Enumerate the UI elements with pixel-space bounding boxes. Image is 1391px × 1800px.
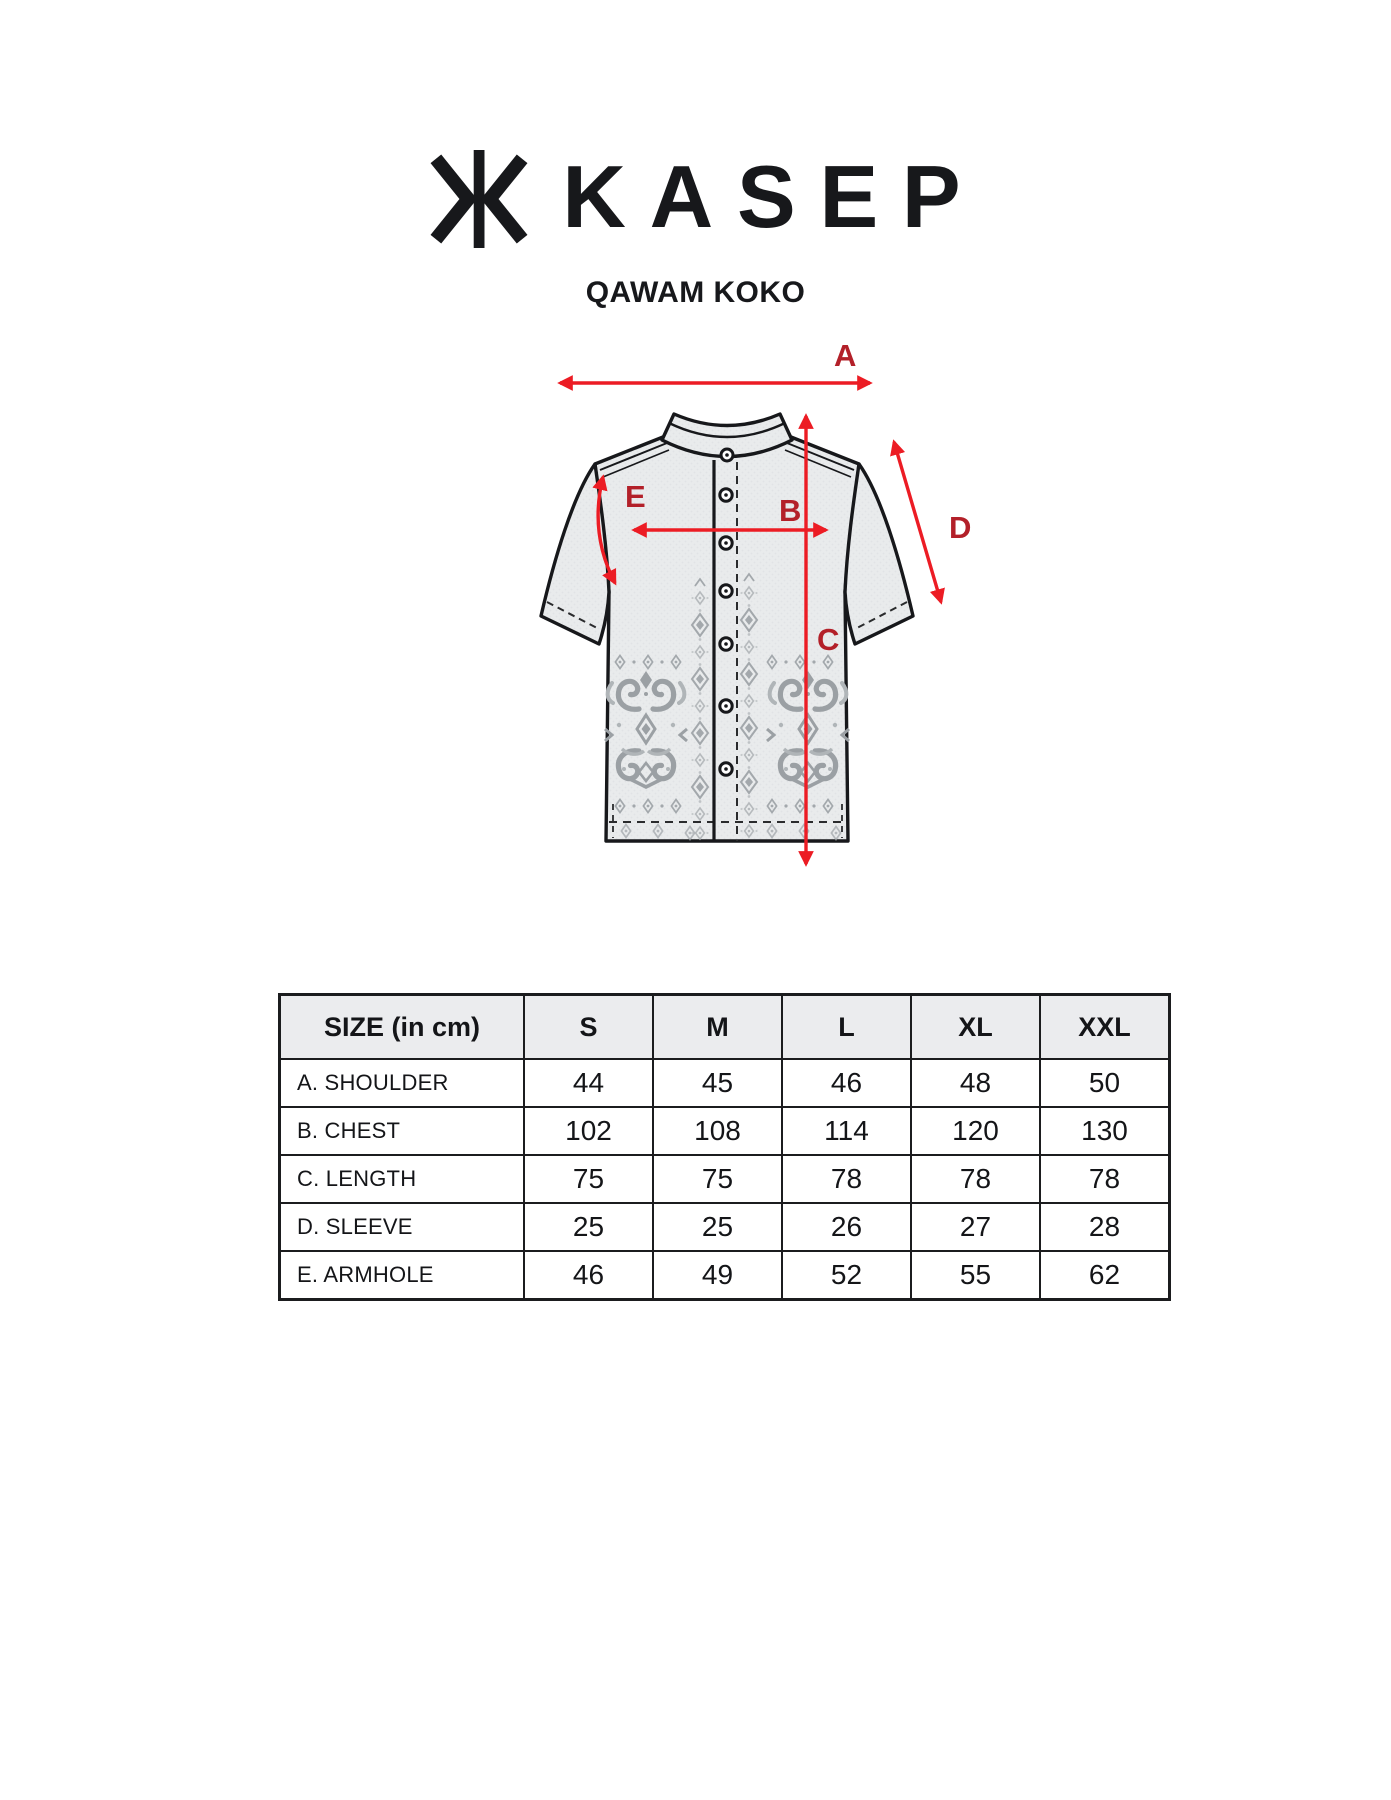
label-a: A xyxy=(834,338,857,373)
right-sleeve xyxy=(845,464,913,644)
size-value-cell: 75 xyxy=(653,1155,782,1203)
size-value-cell: 78 xyxy=(1040,1155,1170,1203)
size-table-row xyxy=(280,1107,1170,1155)
size-value-cell: 28 xyxy=(1040,1203,1170,1251)
size-value-cell: 45 xyxy=(653,1059,782,1107)
size-value-cell: 102 xyxy=(524,1107,653,1155)
measurement-label-cell: A. SHOULDER xyxy=(280,1059,525,1107)
measurement-label-cell: D. SLEEVE xyxy=(280,1203,525,1251)
size-table-row xyxy=(280,1059,1170,1107)
product-title: QAWAM KOKO xyxy=(585,276,806,309)
size-unit-header-cell: SIZE (in cm) xyxy=(280,995,525,1060)
size-col-header-cell: M xyxy=(653,995,782,1060)
size-table-header xyxy=(280,995,1170,1060)
size-value-cell: 52 xyxy=(782,1251,911,1299)
brand-wordmark: KASEP xyxy=(562,147,985,246)
size-value-cell: 25 xyxy=(653,1203,782,1251)
shirt-sketch xyxy=(541,414,913,841)
size-value-cell: 44 xyxy=(524,1059,653,1107)
size-value-cell: 62 xyxy=(1040,1251,1170,1299)
measurement-label-cell: E. ARMHOLE xyxy=(280,1251,525,1299)
size-value-cell: 114 xyxy=(782,1107,911,1155)
label-d: D xyxy=(949,510,972,545)
brand-logo xyxy=(0,146,1391,252)
size-col-header-cell: S xyxy=(524,995,653,1060)
size-value-cell: 49 xyxy=(653,1251,782,1299)
size-value-cell: 55 xyxy=(911,1251,1040,1299)
size-value-cell: 78 xyxy=(911,1155,1040,1203)
measurement-label-cell: B. CHEST xyxy=(280,1107,525,1155)
size-table-row xyxy=(280,1251,1170,1299)
size-value-cell: 25 xyxy=(524,1203,653,1251)
size-value-cell: 78 xyxy=(782,1155,911,1203)
size-table-row xyxy=(280,1155,1170,1203)
size-value-cell: 130 xyxy=(1040,1107,1170,1155)
size-col-header-cell: XL xyxy=(911,995,1040,1060)
size-col-header-cell: XXL xyxy=(1040,995,1170,1060)
label-c: C xyxy=(817,622,840,657)
size-col-header-cell: L xyxy=(782,995,911,1060)
size-value-cell: 50 xyxy=(1040,1059,1170,1107)
size-value-cell: 108 xyxy=(653,1107,782,1155)
size-value-cell: 120 xyxy=(911,1107,1040,1155)
label-e: E xyxy=(625,479,646,514)
size-table-row xyxy=(280,1203,1170,1251)
size-value-cell: 27 xyxy=(911,1203,1040,1251)
size-value-cell: 46 xyxy=(524,1251,653,1299)
label-b: B xyxy=(779,493,802,528)
size-table xyxy=(278,993,1171,1301)
brand-logo-mark-icon xyxy=(430,149,528,249)
size-value-cell: 26 xyxy=(782,1203,911,1251)
size-value-cell: 75 xyxy=(524,1155,653,1203)
size-diagram xyxy=(430,330,990,890)
size-value-cell: 48 xyxy=(911,1059,1040,1107)
size-value-cell: 46 xyxy=(782,1059,911,1107)
measurement-label-cell: C. LENGTH xyxy=(280,1155,525,1203)
